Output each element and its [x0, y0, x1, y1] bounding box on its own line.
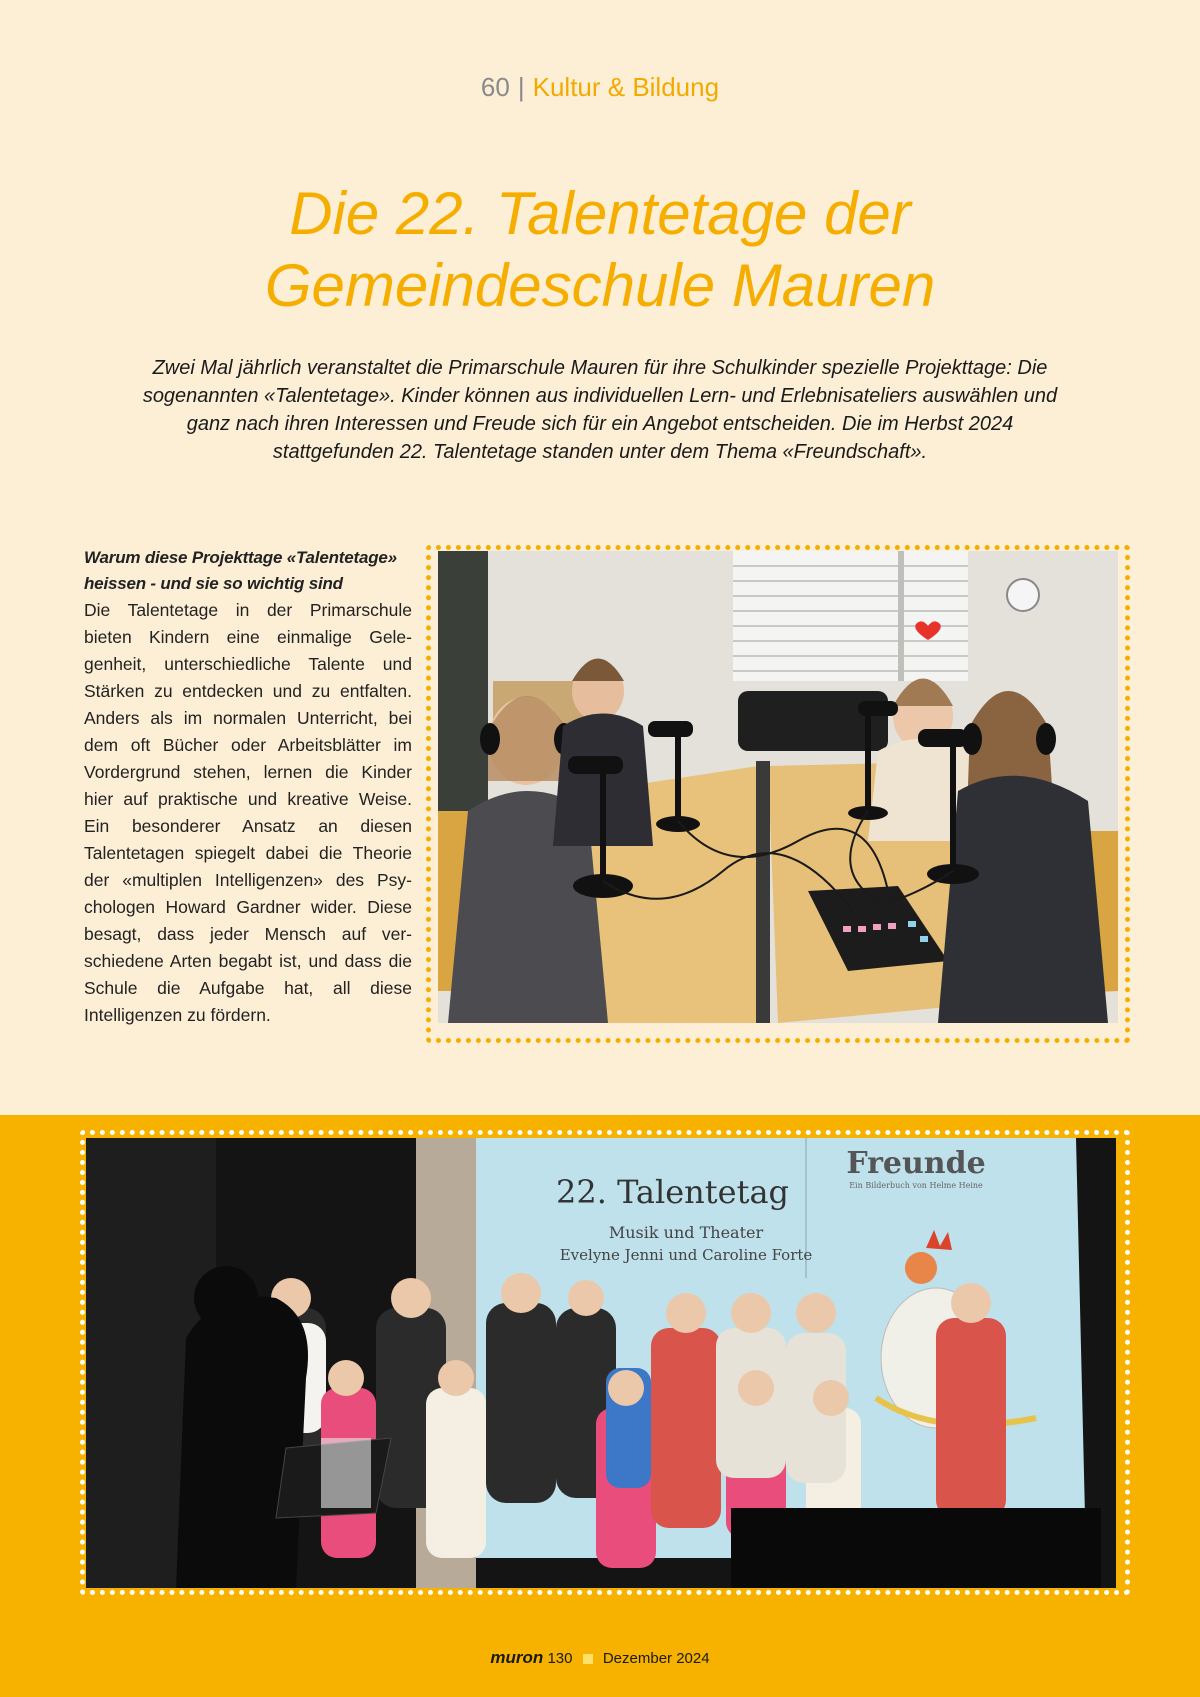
footer-date: Dezember 2024	[602, 1650, 710, 1667]
footer-issue: 130	[547, 1650, 573, 1667]
article-subheading	[84, 545, 412, 597]
section-name: Kultur & Bildung	[532, 72, 720, 102]
stage-scene	[86, 1138, 1116, 1588]
article-title	[0, 178, 1200, 322]
header-separator: |	[517, 72, 525, 102]
screen-title: 22. Talentetag	[556, 1173, 789, 1211]
podcast-scene	[438, 551, 1118, 1023]
subheading-line-2: heissen - und sie so wichtig sind	[84, 574, 343, 593]
page-footer	[0, 1648, 1200, 1668]
title-line-2: Gemeindeschule Mauren	[264, 252, 936, 319]
screen-line-1: Musik und Theater	[608, 1223, 764, 1242]
footer-square-icon	[583, 1654, 593, 1664]
book-title: Freunde	[846, 1146, 986, 1181]
article-body: Die Talentetage in der Primarschule bieten Kindern eine einmalige Gelegenheit, unterschiedliche Talente und Stärken zu entdecken und zu entfalten. Anders als im normalen Unterricht, bei dem oft Bücher oder Arbeitsblätter im Vordergrund stehen, lernen die Kinder hier auf praktische und kreative Weise. Ein besonderer Ansatz an diesen Talentetagen spiegelt dabei die Theorie der «multiplen Intelligenzen» des Psychologen Howard Gardner wider. Diese besagt, dass jeder Mensch auf verschiedene Arten begabt ist, und dass die Schule die Aufgabe hat, all diese Intelligenzen zu fördern.	[84, 600, 412, 1025]
subheading-line-1: Warum diese Projekttage «Talentetage»	[84, 548, 397, 567]
page-number: 60	[480, 72, 510, 102]
photo-podcast	[438, 551, 1118, 1023]
photo-podcast-frame	[426, 545, 1130, 1043]
photo-stage	[86, 1138, 1116, 1588]
page-header	[0, 72, 1200, 103]
footer-brand: muron	[490, 1648, 544, 1667]
intro-lead: Zwei Mal jährlich veranstaltet die Primarschule Mauren für ihre Schulkinder spezielle Projekttage: Die sogenannten «Talentetage». Kinder können aus individuellen Lern- und Erlebnisateliers auswählen und ganz nach ihren Interessen und Freude sich für ein Angebot entscheiden. Die im Herbst 2024 stattgefunden 22. Talentetage standen unter dem Thema «Freundschaft».	[142, 357, 1058, 463]
article-column	[84, 545, 412, 1029]
photo-stage-frame	[80, 1130, 1130, 1595]
book-subtitle: Ein Bilderbuch von Helme Heine	[849, 1181, 983, 1190]
screen-line-2: Evelyne Jenni und Caroline Forte	[559, 1246, 813, 1264]
title-line-1: Die 22. Talentetage der	[289, 180, 911, 247]
